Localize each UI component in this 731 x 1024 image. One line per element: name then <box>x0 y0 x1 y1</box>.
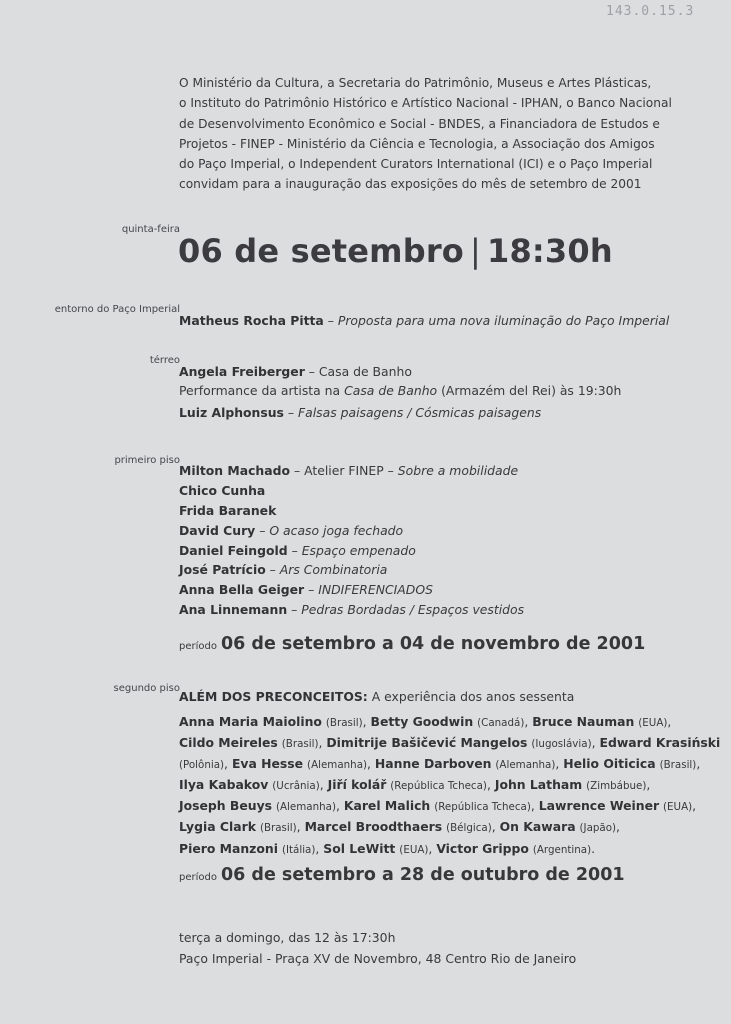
primeiro-item <box>179 503 276 518</box>
intro-line: O Ministério da Cultura, a Secretaria do Patrimônio, Museus e Artes Plásticas, <box>179 76 652 90</box>
artist-name: Dimitrije Bašičević Mangelos <box>326 735 528 751</box>
work-title: Falsas paisagens / Cósmicas paisagens <box>298 405 542 420</box>
artist-name: Luiz Alphonsus <box>179 405 284 420</box>
artist-name: Anna Maria Maiolino <box>179 714 322 729</box>
intro-line: o Instituto do Patrimônio Histórico e Artístico Nacional - IPHAN, o Banco Nacional <box>179 96 672 111</box>
performance-text: Performance da artista na <box>179 383 341 398</box>
artist-name: Ilya Kabakov <box>179 777 269 793</box>
performance-venue: (Armazém del Rei) às 19:30h <box>441 383 622 398</box>
artist-name: Lawrence Weiner <box>538 798 660 814</box>
artist-name: Milton Machado <box>179 463 290 478</box>
artist-name: Frida Baranek <box>179 503 277 518</box>
artist-country: (Bélgica) <box>446 822 492 835</box>
artist-country: (Ucrânia) <box>272 780 320 793</box>
work-title: Sobre a mobilidade <box>397 463 519 478</box>
artist-country: (Polônia) <box>179 759 225 772</box>
work-title: Casa de Banho <box>344 383 438 398</box>
segundo-label: segundo piso <box>113 683 180 694</box>
period-dates: 06 de setembro a 28 de outubro de 2001 <box>220 865 625 885</box>
artist-name: Bruce Nauman <box>532 714 635 729</box>
artist-country: (Brasil) <box>659 759 697 772</box>
intro-line: convidam para a inauguração das exposições do mês de setembro de 2001 <box>179 177 642 192</box>
artist-country: (EUA) <box>638 717 668 729</box>
terreo-line-3: Luiz Alphonsus – Falsas paisagens / Cósmicas paisagens <box>179 405 542 420</box>
artist-name: Lygia Clark <box>179 819 256 835</box>
artist-name: On Kawara <box>499 819 576 835</box>
artist-list <box>179 712 720 860</box>
primeiro-item: Milton Machado – Atelier FINEP – Sobre a mobilidade <box>179 463 519 478</box>
entorno-line: Matheus Rocha Pitta – Proposta para uma nova iluminação do Paço Imperial <box>179 313 670 328</box>
work-title: Espaço empenado <box>301 543 416 558</box>
artist-country: (Zimbábue) <box>586 780 647 793</box>
artist-name: Hanne Darboven <box>374 756 492 772</box>
terreo-label: térreo <box>149 355 180 366</box>
work-title: O acaso joga fechado <box>269 523 404 538</box>
artist-country: (Japão) <box>579 822 617 835</box>
segundo-period <box>179 865 625 885</box>
primeiro-item <box>179 483 265 498</box>
work-title: Proposta para uma nova iluminação do Paço Imperial <box>337 313 670 328</box>
artist-row: (Polônia), Eva Hesse (Alemanha), Hanne Darboven (Alemanha), Helio Oiticica (Brasil), <box>179 756 701 772</box>
artist-name: Chico Cunha <box>179 483 266 498</box>
artist-name: Edward Krasiński <box>599 735 721 751</box>
artist-country: (Iugoslávia) <box>531 738 592 751</box>
artist-name: Ana Linnemann <box>179 602 288 617</box>
intro-paragraph <box>179 73 699 195</box>
primeiro-label: primeiro piso <box>114 455 180 466</box>
weekday-label: quinta-feira <box>121 224 180 235</box>
artist-name: Eva Hesse <box>231 756 304 772</box>
primeiro-item: David Cury – O acaso joga fechado <box>179 523 404 538</box>
artist-name: David Cury <box>179 523 256 538</box>
primeiro-period <box>179 634 645 654</box>
artist-name: John Latham <box>494 777 583 793</box>
artist-row: Joseph Beuys (Alemanha), Karel Malich (República Tcheca), Lawrence Weiner (EUA), <box>179 798 697 814</box>
terreo-line-2 <box>179 383 621 398</box>
artist-country: (EUA) <box>399 843 429 856</box>
artist-name: Jiří kolář <box>327 777 387 793</box>
artist-country: (República Tcheca) <box>434 801 531 814</box>
exhibition-subtitle: A experiência dos anos sessenta <box>371 689 575 704</box>
artist-name: José Patrício <box>179 562 266 577</box>
primeiro-item: Ana Linnemann – Pedras Bordadas / Espaços vestidos <box>179 602 525 617</box>
artist-country: (Canadá) <box>477 717 525 729</box>
terreo-line-1: Angela Freiberger – Casa de Banho <box>179 364 412 379</box>
artist-name: Betty Goodwin <box>370 714 474 729</box>
artist-country: (Itália) <box>281 843 316 856</box>
artist-country: (República Tcheca) <box>390 780 487 793</box>
artist-row: Cildo Meireles (Brasil), Dimitrije Bašičević Mangelos (Iugoslávia), Edward Krasiński <box>179 735 721 751</box>
intro-line: de Desenvolvimento Econômico e Social - BNDES, a Financiadora de Estudos e <box>179 116 660 131</box>
artist-country: (Alemanha) <box>495 759 556 772</box>
opening-time: 18:30h <box>486 232 613 270</box>
artist-country: (Alemanha) <box>275 801 336 814</box>
artist-row: Piero Manzoni (Itália), Sol LeWitt (EUA), Victor Grippo (Argentina). <box>179 840 596 856</box>
artist-country: (Brasil) <box>281 738 319 751</box>
artist-name: Angela Freiberger <box>179 364 305 379</box>
intro-line: do Paço Imperial, o Independent Curators International (ICI) e o Paço Imperial <box>179 157 653 172</box>
artist-row: Ilya Kabakov (Ucrânia), Jiří kolář (República Tcheca), John Latham (Zimbábue), <box>179 777 651 793</box>
artist-name: Daniel Feingold <box>179 543 288 558</box>
work-title: Ars Combinatoria <box>279 562 388 577</box>
primeiro-item: José Patrício – Ars Combinatoria <box>179 562 388 577</box>
artist-name: Matheus Rocha Pitta <box>179 313 324 328</box>
artist-country: (Brasil) <box>259 822 297 835</box>
heading-separator: | <box>470 232 481 270</box>
artist-name: Victor Grippo <box>436 840 529 856</box>
opening-date: 06 de setembro <box>178 232 464 270</box>
primeiro-item: Anna Bella Geiger – INDIFERENCIADOS <box>179 582 433 597</box>
artist-name: Joseph Beuys <box>179 798 273 814</box>
intro-line: Projetos - FINEP - Ministério da Ciência e Tecnologia, a Associação dos Amigos <box>179 136 655 151</box>
primeiro-item: Daniel Feingold – Espaço empenado <box>179 543 416 558</box>
artist-country: (EUA) <box>663 801 693 814</box>
artist-row: Lygia Clark (Brasil), Marcel Broodthaers (Bélgica), On Kawara (Japão), <box>179 819 620 835</box>
artist-country: (Brasil) <box>325 717 363 729</box>
artist-row: Anna Maria Maiolino (Brasil), Betty Goodwin (Canadá), Bruce Nauman (EUA), <box>179 714 672 729</box>
artist-name: Helio Oiticica <box>563 756 656 772</box>
artist-name: Marcel Broodthaers <box>304 819 443 835</box>
artist-country: (Alemanha) <box>307 759 368 772</box>
pencil-catalog-note: 143.0.15.3 <box>606 4 695 19</box>
artist-name: Karel Malich <box>343 798 431 814</box>
artist-name: Cildo Meireles <box>179 735 278 751</box>
opening-hours: terça a domingo, das 12 às 17:30h <box>179 930 396 945</box>
segundo-title-line <box>179 689 574 704</box>
period-label: período <box>179 641 217 652</box>
work-title: Casa de Banho <box>318 364 412 379</box>
period-label: período <box>179 872 217 883</box>
venue-address: Paço Imperial - Praça XV de Novembro, 48 Centro Rio de Janeiro <box>179 951 577 966</box>
venue: Atelier FINEP <box>304 463 384 478</box>
period-dates: 06 de setembro a 04 de novembro de 2001 <box>220 634 646 654</box>
artist-name: Piero Manzoni <box>179 840 278 856</box>
artist-name: Anna Bella Geiger <box>179 582 305 597</box>
exhibition-title: ALÉM DOS PRECONCEITOS: <box>179 689 368 704</box>
work-title: INDIFERENCIADOS <box>318 582 433 597</box>
artist-name: Sol LeWitt <box>323 840 396 856</box>
work-title: Pedras Bordadas / Espaços vestidos <box>301 602 525 617</box>
opening-heading <box>178 232 613 270</box>
artist-country: (Argentina) <box>532 843 592 856</box>
entorno-label: entorno do Paço Imperial <box>54 304 180 315</box>
